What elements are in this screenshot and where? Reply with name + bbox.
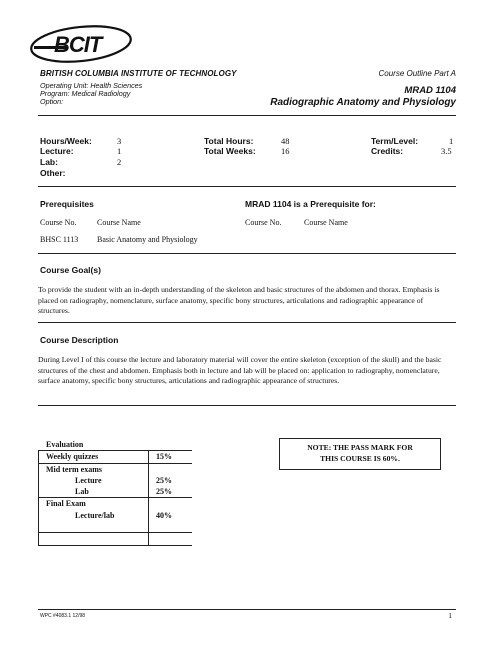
bcit-logo (26, 22, 136, 66)
divider (38, 322, 456, 323)
prereq-col-course-no: Course No. (40, 218, 77, 227)
eval-lab: Lab (75, 487, 89, 496)
divider (38, 115, 456, 116)
credits-label: Credits: (371, 146, 404, 156)
term-level-value: 1 (449, 136, 454, 146)
institution-name: BRITISH COLUMBIA INSTITUTE OF TECHNOLOGY (40, 69, 237, 78)
divider (38, 253, 456, 254)
page-number: 1 (448, 611, 452, 620)
form-code: WPC #4083.1 12/98 (40, 613, 86, 619)
prereq-course-name: Basic Anatomy and Physiology (97, 235, 198, 244)
total-weeks-label: Total Weeks: (204, 146, 256, 156)
course-code: MRAD 1104 (404, 85, 456, 96)
lab-value: 2 (117, 157, 122, 167)
course-goals-text: To provide the student with an in-depth understanding of the skeleton and basic structures of the abdomen and thorax. Emphasis is placed on radiography, nomenclature, surface anatomy, specific bony structures, articulations and radiographic appearance of structures. (38, 285, 440, 316)
option: Option: (40, 97, 64, 106)
hours-week-value: 3 (117, 136, 122, 146)
note-line-2: THIS COURSE IS 60%. (320, 454, 400, 463)
footer-divider (38, 609, 456, 610)
eval-midterm: Mid term exams (46, 465, 102, 474)
eval-weekly-quizzes-pct: 15% (156, 452, 172, 461)
pass-mark-note (279, 438, 441, 470)
svg-text:BCIT: BCIT (54, 32, 102, 57)
eval-lecture-lab: Lecture/lab (75, 511, 115, 520)
divider (38, 405, 456, 406)
prerequisites-heading: Prerequisites (40, 199, 94, 209)
term-level-label: Term/Level: (371, 136, 419, 146)
total-hours-label: Total Hours: (204, 136, 254, 146)
prereq-for-col-course-name: Course Name (304, 218, 348, 227)
eval-weekly-quizzes: Weekly quizzes (46, 452, 99, 461)
credits-value: 3.5 (441, 146, 452, 156)
total-weeks-value: 16 (281, 146, 290, 156)
eval-lecture-lab-pct: 40% (156, 511, 172, 520)
hours-week-label: Hours/Week: (40, 136, 92, 146)
outline-part: Course Outline Part A (378, 69, 456, 78)
total-hours-value: 48 (281, 136, 290, 146)
eval-lecture: Lecture (75, 476, 102, 485)
course-title: Radiographic Anatomy and Physiology (270, 97, 456, 108)
other-label: Other: (40, 168, 66, 178)
course-goals-heading: Course Goal(s) (40, 265, 101, 275)
lab-label: Lab: (40, 157, 58, 167)
prerequisite-for-heading: MRAD 1104 is a Prerequisite for: (245, 199, 376, 209)
eval-final-exam: Final Exam (46, 499, 86, 508)
prereq-col-course-name: Course Name (97, 218, 141, 227)
course-description-text: During Level I of this course the lecture and laboratory material will cover the entire skeleton (exception of the skull) and the basic structures of the chest and abdomen. Emphasis both in lecture and lab will be placed on: application to radiography, nomenclature, surface anatomy, specific bony structures, articulations and radiographic appearance of structures. (38, 355, 442, 386)
prereq-for-col-course-no: Course No. (245, 218, 282, 227)
program: Program: Medical Radiology (40, 89, 131, 98)
lecture-label: Lecture: (40, 146, 74, 156)
eval-lecture-pct: 25% (156, 476, 172, 485)
eval-lab-pct: 25% (156, 487, 172, 496)
evaluation-title: Evaluation (46, 440, 84, 449)
lecture-value: 1 (117, 146, 122, 156)
prereq-course-no: BHSC 1113 (40, 235, 79, 244)
operating-unit: Operating Unit: Health Sciences (40, 81, 143, 90)
course-description-heading: Course Description (40, 335, 119, 345)
divider (38, 186, 456, 187)
note-line-1: NOTE: THE PASS MARK FOR (307, 443, 413, 452)
